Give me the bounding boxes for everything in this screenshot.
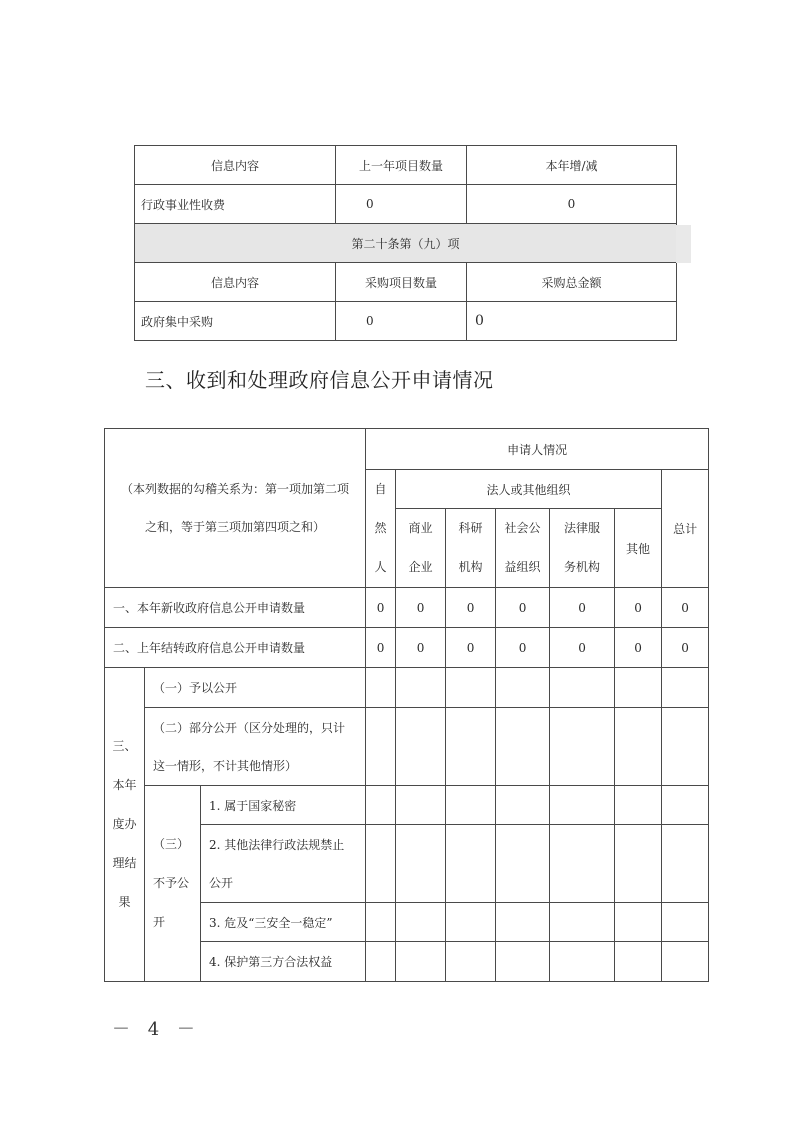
table-row — [105, 628, 709, 668]
value-cell: 0 — [446, 628, 496, 668]
value-cell: 0 — [496, 628, 550, 668]
empty-cell — [446, 903, 496, 942]
row-label-gov-procurement: 政府集中采购 — [135, 302, 336, 341]
gov-procurement-amount: 0 — [467, 302, 677, 341]
value-cell: 0 — [662, 588, 709, 628]
header-info-content-2: 信息内容 — [135, 263, 336, 302]
disclosure-requests-table — [104, 428, 709, 982]
result-group-char: 三、 — [112, 739, 137, 753]
fee-procurement-table — [134, 145, 677, 341]
empty-cell — [496, 668, 550, 708]
result-group-char: 度办 — [112, 817, 137, 831]
legal-org-header: 法人或其他组织 — [396, 470, 662, 509]
table-header-row — [135, 263, 677, 302]
empty-cell — [662, 786, 709, 825]
empty-cell — [366, 786, 396, 825]
empty-cell — [615, 786, 662, 825]
table-row — [135, 185, 677, 224]
empty-cell — [496, 942, 550, 982]
empty-cell — [496, 708, 550, 786]
sub-header-legal-service — [550, 509, 615, 588]
partial-disclosure-line-2: 这一情形，不计其他情形） — [153, 758, 298, 773]
admin-fees-prev-count: 0 — [336, 185, 467, 224]
result-group-char: 理结 — [112, 856, 137, 870]
result-group-char: 本年 — [112, 778, 137, 792]
empty-cell — [396, 668, 446, 708]
band-scan-artifact — [676, 225, 691, 263]
empty-cell — [366, 903, 396, 942]
empty-cell — [396, 708, 446, 786]
sub-header-line: 机构 — [458, 560, 483, 574]
not-public-line: （三） — [153, 837, 190, 851]
empty-cell — [446, 942, 496, 982]
row-label-partial-disclosure — [145, 708, 366, 786]
header-change: 本年增/减 — [467, 146, 677, 185]
value-cell: 0 — [615, 588, 662, 628]
law-prohibited-line-2: 公开 — [209, 875, 234, 890]
empty-cell — [366, 668, 396, 708]
header-info-content: 信息内容 — [135, 146, 336, 185]
section-band-row — [135, 224, 677, 263]
sub-header-research — [446, 509, 496, 588]
section-band-label: 第二十条第（九）项 — [135, 224, 677, 263]
sub-header-social — [496, 509, 550, 588]
empty-cell — [396, 942, 446, 982]
row-label-admin-fees: 行政事业性收费 — [135, 185, 336, 224]
value-cell: 0 — [396, 628, 446, 668]
natural-person-header — [366, 470, 396, 588]
sub-header-line: 益组织 — [504, 560, 541, 574]
row-label-third-party: 4. 保护第三方合法权益 — [201, 942, 366, 982]
empty-cell — [662, 903, 709, 942]
empty-cell — [396, 903, 446, 942]
empty-cell — [446, 708, 496, 786]
note-cell — [105, 429, 366, 588]
value-cell: 0 — [366, 588, 396, 628]
sub-header-line: 社会公 — [504, 521, 541, 535]
partial-disclosure-line-1: （二）部分公开（区分处理的，只计 — [153, 720, 346, 735]
sub-header-line: 商业 — [408, 521, 433, 535]
empty-cell — [366, 825, 396, 903]
empty-cell — [446, 668, 496, 708]
natural-person-char: 然 — [374, 521, 387, 535]
table-row — [105, 786, 709, 825]
empty-cell — [550, 668, 615, 708]
result-group-label — [105, 668, 145, 982]
value-cell: 0 — [550, 628, 615, 668]
sub-header-line: 法律服 — [564, 521, 601, 535]
note-line-2: 之和，等于第三项加第四项之和） — [145, 520, 326, 534]
header-prev-year-count: 上一年项目数量 — [336, 146, 467, 185]
empty-cell — [615, 668, 662, 708]
empty-cell — [550, 825, 615, 903]
not-public-line: 不予公 — [153, 876, 190, 890]
sub-header-other: 其他 — [615, 509, 662, 588]
row-label-state-secret: 1. 属于国家秘密 — [201, 786, 366, 825]
value-cell: 0 — [662, 628, 709, 668]
empty-cell — [615, 903, 662, 942]
value-cell: 0 — [615, 628, 662, 668]
empty-cell — [662, 708, 709, 786]
header-row-1 — [105, 429, 709, 470]
row-label-grant-disclosure: （一）予以公开 — [145, 668, 366, 708]
sub-header-line: 务机构 — [564, 560, 601, 574]
sub-header-line: 企业 — [408, 560, 433, 574]
section-heading: 三、收到和处理政府信息公开申请情况 — [145, 368, 494, 392]
empty-cell — [496, 825, 550, 903]
header-procurement-count: 采购项目数量 — [336, 263, 467, 302]
table-header-row — [135, 146, 677, 185]
empty-cell — [446, 786, 496, 825]
empty-cell — [615, 825, 662, 903]
empty-cell — [615, 942, 662, 982]
sub-header-business — [396, 509, 446, 588]
law-prohibited-line-1: 2. 其他法律行政法规禁止 — [209, 837, 345, 852]
empty-cell — [396, 786, 446, 825]
row-label-law-prohibited — [201, 825, 366, 903]
row-label-three-safety: 3. 危及“三安全一稳定” — [201, 903, 366, 942]
empty-cell — [615, 708, 662, 786]
note-line-1: （本列数据的勾稽关系为：第一项加第二项 — [121, 482, 350, 496]
row-label-carried-over: 二、上年结转政府信息公开申请数量 — [105, 628, 366, 668]
empty-cell — [662, 942, 709, 982]
value-cell: 0 — [366, 628, 396, 668]
table-row — [105, 668, 709, 708]
result-group-char: 果 — [118, 895, 131, 909]
empty-cell — [396, 825, 446, 903]
value-cell: 0 — [550, 588, 615, 628]
sub-header-line: 科研 — [458, 521, 483, 535]
empty-cell — [366, 708, 396, 786]
empty-cell — [550, 786, 615, 825]
empty-cell — [446, 825, 496, 903]
header-procurement-amount: 采购总金额 — [467, 263, 677, 302]
value-cell: 0 — [496, 588, 550, 628]
admin-fees-change: 0 — [467, 185, 677, 224]
empty-cell — [366, 942, 396, 982]
table-row — [105, 708, 709, 786]
page-number: － 4 － — [112, 1019, 201, 1040]
not-public-label — [145, 786, 201, 982]
empty-cell — [662, 825, 709, 903]
applicant-header: 申请人情况 — [366, 429, 709, 470]
empty-cell — [496, 786, 550, 825]
total-header: 总计 — [662, 470, 709, 588]
row-label-new-requests: 一、本年新收政府信息公开申请数量 — [105, 588, 366, 628]
empty-cell — [662, 668, 709, 708]
empty-cell — [550, 942, 615, 982]
empty-cell — [550, 708, 615, 786]
empty-cell — [496, 903, 550, 942]
empty-cell — [550, 903, 615, 942]
gov-procurement-count: 0 — [336, 302, 467, 341]
natural-person-char: 自 — [374, 482, 387, 496]
not-public-line: 开 — [153, 915, 166, 929]
table-row — [105, 588, 709, 628]
value-cell: 0 — [396, 588, 446, 628]
natural-person-char: 人 — [374, 560, 387, 574]
table-row — [135, 302, 677, 341]
value-cell: 0 — [446, 588, 496, 628]
